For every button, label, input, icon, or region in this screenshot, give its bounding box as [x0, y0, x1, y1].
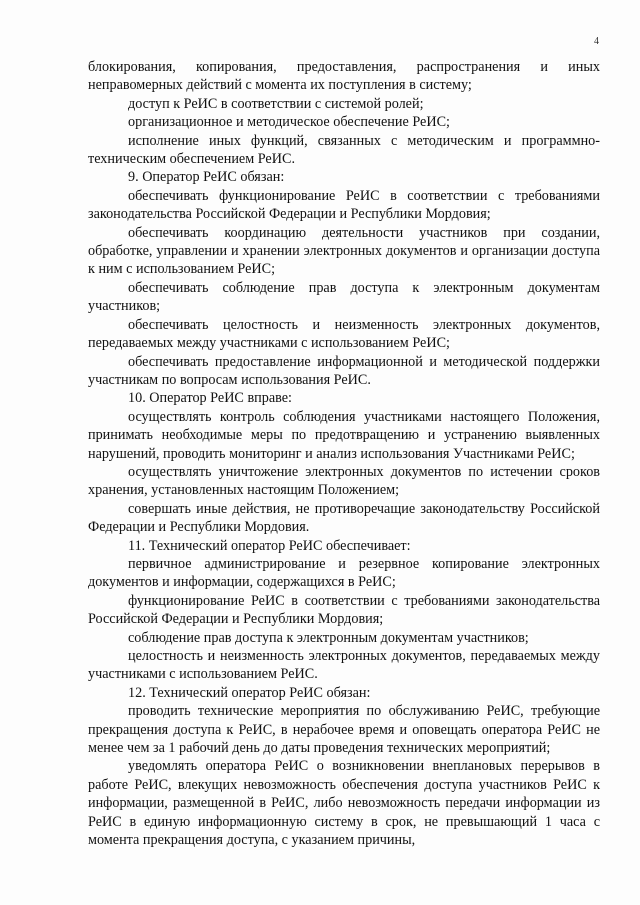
section-heading: 10. Оператор РеИС вправе:: [128, 390, 292, 407]
page-number: 4: [594, 36, 599, 47]
paragraph: организационное и методическое обеспечение РеИС;: [128, 114, 450, 131]
paragraph: совершать иные действия, не противоречащие законодательству Российской Федерации и Республики Мордовия.: [88, 500, 600, 536]
paragraph: функционирование РеИС в соответствии с требованиями законодательства Российской Федерации и Республики Мордовия;: [88, 592, 600, 628]
paragraph: осуществлять контроль соблюдения участниками настоящего Положения, принимать необходимые меры по предотвращению и устранению выявленных нарушений, проводить мониторинг и анализ использования Участниками РеИС;: [88, 408, 600, 462]
paragraph: проводить технические мероприятия по обслуживанию РеИС, требующие прекращения доступа к РеИС, в нерабочее время и оповещать оператора РеИС не менее чем за 1 рабочий день до даты проведения технических мероприятий;: [88, 703, 600, 757]
section-heading: 11. Технический оператор РеИС обеспечивает:: [128, 537, 411, 554]
paragraph: обеспечивать предоставление информационной и методической поддержки участникам по вопросам использования РеИС.: [88, 353, 600, 388]
section-heading: 9. Оператор РеИС обязан:: [128, 169, 285, 186]
paragraph: уведомлять оператора РеИС о возникновении внеплановых перерывов в работе РеИС, влекущих невозможность обеспечения доступа участников РеИС к информации, размещенной в РеИС, либо невозможность передачи информации из РеИС в единую информационную систему в срок, не превышающий 1 часа с момента прекращения доступа, с указанием причины,: [88, 758, 600, 849]
section-heading: 12. Технический оператор РеИС обязан:: [128, 684, 371, 701]
paragraph: доступ к РеИС в соответствии с системой ролей;: [128, 95, 424, 112]
paragraph: обеспечивать функционирование РеИС в соответствии с требованиями законодательства Российской Федерации и Республики Мордовия;: [88, 187, 600, 223]
paragraph: первичное администрирование и резервное копирование электронных документов и информации, содержащихся в РеИС;: [88, 555, 600, 591]
paragraph: обеспечивать координацию деятельности участников при создании, обработке, управлении и хранении электронных документов и организации доступа к ним с использованием РеИС;: [88, 224, 600, 278]
paragraph: исполнение иных функций, связанных с методическим и программно-техническим обеспечением РеИС.: [88, 132, 600, 168]
paragraph: блокирования, копирования, предоставления, распространения и иных неправомерных действий с момента их поступления в систему;: [88, 59, 600, 94]
paragraph: целостность и неизменность электронных документов, передаваемых между участниками с использованием РеИС.: [88, 648, 600, 683]
paragraph: обеспечивать соблюдение прав доступа к электронным документам участников;: [88, 279, 600, 315]
document-body: [88, 58, 600, 849]
paragraph: осуществлять уничтожение электронных документов по истечении сроков хранения, установленных настоящим Положением;: [88, 463, 600, 499]
paragraph: соблюдение прав доступа к электронным документам участников;: [128, 629, 529, 646]
paragraph: обеспечивать целостность и неизменность электронных документов, передаваемых между участниками с использованием РеИС;: [88, 316, 600, 352]
